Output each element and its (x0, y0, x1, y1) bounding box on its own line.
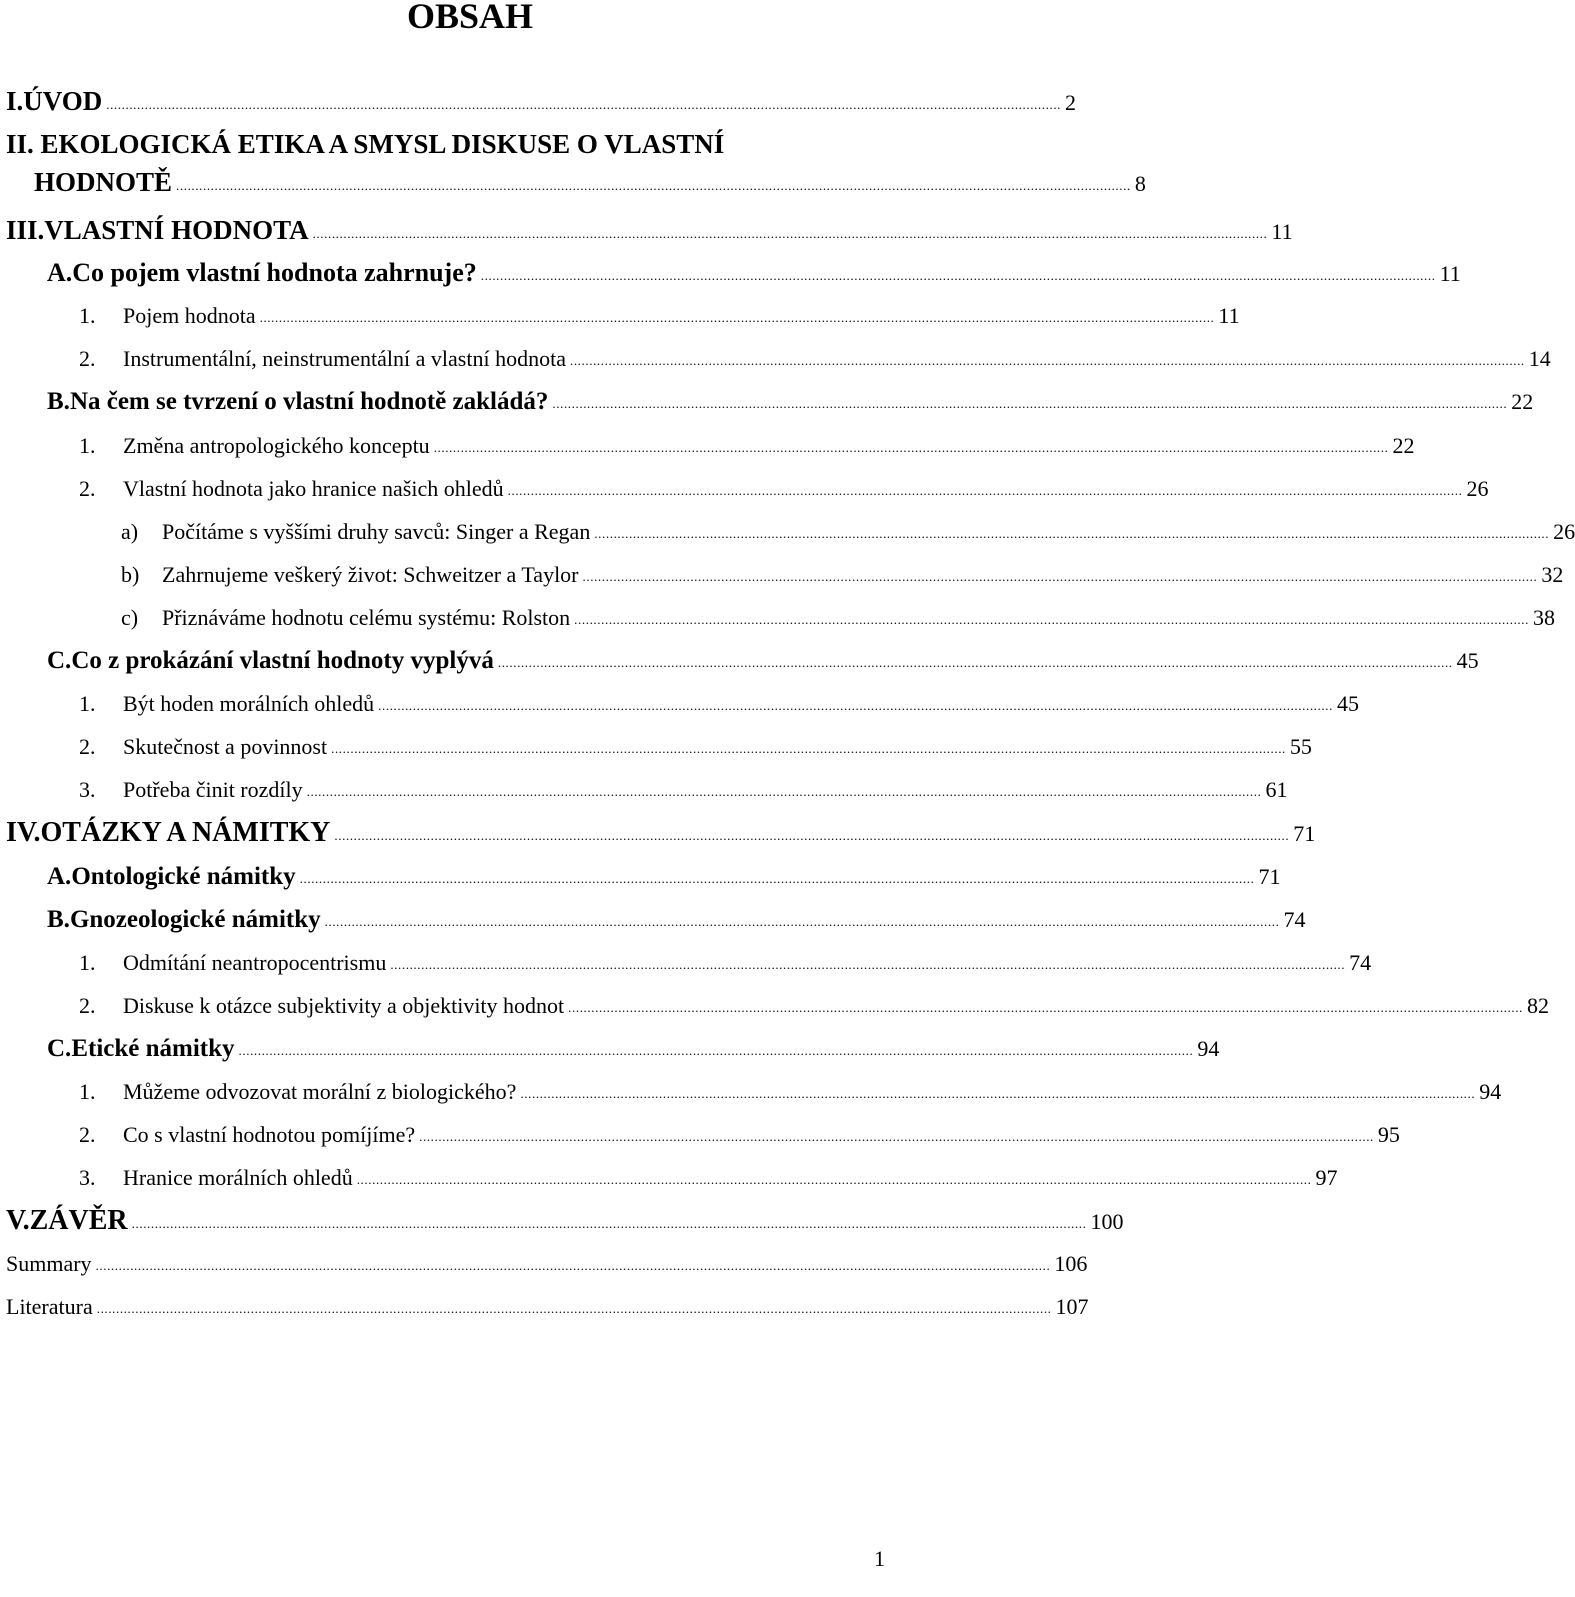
toc-entry-page: 97 (1315, 1165, 1338, 1191)
leader-dots: ........................................................................................................................................................................................................................................................ (131, 1216, 1087, 1232)
toc-entry-number: 1. (79, 949, 96, 975)
toc-entry-label: Vlastní hodnota jako hranice našich ohledů (123, 475, 504, 501)
leader-dots: ........................................................................................................................................................................................................................................................ (520, 1085, 1476, 1101)
toc-entry-number: 2. (79, 1122, 96, 1148)
toc-entry-page: 45 (1336, 691, 1359, 717)
toc-entry-page: 32 (1541, 561, 1564, 587)
toc-entry-number: b) (121, 561, 140, 587)
toc-entry-label: Odmítání neantropocentrismu (123, 949, 387, 975)
toc-entry-label: ÚVOD (23, 86, 103, 116)
leader-dots: ........................................................................................................................................................................................................................................................ (106, 97, 1062, 112)
leader-dots: ........................................................................................................................................................................................................................................................ (324, 913, 1280, 929)
toc-entry-number: III. (6, 215, 45, 246)
toc-entry-rolston[interactable] (0, 601, 1555, 644)
toc-entry-page: 38 (1532, 604, 1555, 630)
toc-entry-page: 22 (1392, 432, 1415, 458)
toc-entry-zmena-konceptu[interactable] (0, 429, 1415, 472)
toc-entry-number: 2. (79, 992, 96, 1018)
toc-entry-schweitzer-taylor[interactable] (0, 558, 1564, 601)
toc-entry-gnozeologicke[interactable] (0, 903, 1306, 946)
toc-entry-label: OTÁZKY A NÁMITKY (40, 817, 331, 849)
toc-entry-number: C. (47, 647, 72, 675)
toc-entry-literatura[interactable] (0, 1290, 1089, 1333)
leader-dots: ........................................................................................................................................................................................................................................................ (259, 310, 1215, 326)
toc-entry-page: 22 (1511, 389, 1534, 415)
toc-entry-page: 26 (1466, 475, 1489, 501)
page-number: 1 (874, 1546, 885, 1571)
leader-dots: ........................................................................................................................................................................................................................................................ (312, 226, 1268, 242)
toc-entry-section-b[interactable] (0, 385, 1534, 428)
toc-entry-diskuse[interactable] (0, 989, 1549, 1032)
toc-entry-number: 3. (79, 777, 96, 803)
toc-entry-section-a[interactable] (0, 256, 1461, 299)
toc-entry-page: 74 (1283, 906, 1306, 932)
toc-entry-page: 11 (1439, 261, 1461, 287)
toc-entry-page: 100 (1090, 1209, 1124, 1235)
toc-entry-number: 1. (79, 303, 96, 329)
leader-dots: ........................................................................................................................................................................................................................................................ (356, 1172, 1312, 1188)
toc-entry-label: Počítáme s vyššími druhy savců: Singer a Regan (162, 518, 591, 544)
toc-entry-label: EKOLOGICKÁ ETIKA A SMYSL DISKUSE O VLASTNÍ (40, 129, 725, 160)
leader-dots: ........................................................................................................................................................................................................................................................ (238, 1042, 1194, 1058)
leader-dots: ........................................................................................................................................................................................................................................................ (574, 611, 1529, 627)
toc-entry-number: 2. (79, 734, 96, 760)
toc-entry-page: 26 (1553, 518, 1575, 544)
toc-entry-page: 71 (1293, 821, 1316, 847)
toc-entry-odvozovat[interactable] (0, 1075, 1502, 1118)
toc-entry-singer-regan[interactable] (0, 515, 1575, 558)
leader-dots: ........................................................................................................................................................................................................................................................ (507, 482, 1463, 498)
toc-entry-eticke[interactable] (0, 1032, 1220, 1075)
toc-entry-label: Summary (6, 1251, 92, 1277)
toc-entry-skutecnost[interactable] (0, 730, 1312, 773)
toc-entry-number: c) (121, 604, 139, 630)
toc-entry-pojem-hodnota[interactable] (0, 299, 1240, 342)
leader-dots: ........................................................................................................................................................................................................................................................ (378, 698, 1333, 714)
toc-entry-ontologicke[interactable] (0, 860, 1281, 903)
toc-entry-vlastni-hodnota[interactable] (0, 213, 1293, 256)
leader-dots: ........................................................................................................................................................................................................................................................ (568, 999, 1523, 1015)
toc-entry-label: Můžeme odvozovat morální z biologického? (123, 1078, 517, 1104)
toc-entry-label: Hranice morálních ohledů (123, 1165, 353, 1191)
leader-dots: ........................................................................................................................................................................................................................................................ (390, 956, 1346, 972)
toc-entry-label: Pojem hodnota (123, 303, 256, 329)
toc-entry-page: 61 (1265, 777, 1288, 803)
toc-entry-page: 74 (1349, 949, 1372, 975)
leader-dots: ........................................................................................................................................................................................................................................................ (582, 568, 1538, 584)
toc-entry-page: 11 (1218, 303, 1240, 329)
toc-entry-page: 2 (1065, 90, 1077, 115)
toc-entry-number: V. (6, 1205, 30, 1237)
leader-dots: ........................................................................................................................................................................................................................................................ (95, 1258, 1051, 1274)
toc-entry-number: I. (6, 86, 24, 116)
toc-entry-label: Etické námitky (71, 1034, 235, 1062)
toc-entry-number: 2. (79, 346, 96, 372)
toc-entry-label: Skutečnost a povinnost (123, 734, 328, 760)
page-title: OBSAH (406, 0, 534, 36)
toc-entry-number: A. (47, 258, 73, 288)
toc-entry-page: 106 (1054, 1251, 1088, 1277)
toc-entry-label: Zahrnujeme veškerý život: Schweitzer a Taylor (162, 561, 579, 587)
toc-entry-label: Instrumentální, neinstrumentální a vlastní hodnota (123, 346, 566, 372)
toc-entry-page: 14 (1528, 346, 1551, 372)
toc-entry-ekologicka-etika[interactable] (0, 127, 1146, 213)
toc-entry-number: A. (47, 862, 72, 890)
leader-dots: ........................................................................................................................................................................................................................................................ (299, 870, 1255, 886)
toc-entry-number: a) (121, 518, 139, 544)
toc-entry-number: 1. (79, 691, 96, 717)
toc-entry-page: 71 (1258, 863, 1281, 889)
toc-entry-number: 3. (79, 1165, 96, 1191)
leader-dots: ........................................................................................................................................................................................................................................................ (176, 178, 1131, 194)
toc-entry-hranice-moralnich[interactable] (0, 1161, 1338, 1204)
toc-entry-rozdily[interactable] (0, 773, 1288, 816)
toc-entry-page: 82 (1526, 992, 1549, 1018)
toc-entry-label: Co s vlastní hodnotou pomíjíme? (123, 1122, 416, 1148)
leader-dots: ........................................................................................................................................................................................................................................................ (419, 1129, 1374, 1145)
leader-dots: ........................................................................................................................................................................................................................................................ (433, 439, 1389, 455)
toc-entry-page: 8 (1134, 171, 1146, 197)
leader-dots: ........................................................................................................................................................................................................................................................ (480, 268, 1436, 284)
toc-entry-page: 95 (1377, 1122, 1400, 1148)
leader-dots: ........................................................................................................................................................................................................................................................ (594, 525, 1550, 541)
toc-entry-number: C. (47, 1034, 72, 1062)
toc-entry-hranice-ohledu[interactable] (0, 472, 1489, 515)
toc-entry-number: 2. (79, 475, 96, 501)
toc-entry-page: 45 (1456, 648, 1479, 674)
toc-entry-number: B. (47, 388, 70, 416)
toc-entry-label: VLASTNÍ HODNOTA (44, 215, 309, 246)
toc-entry-label: Změna antropologického konceptu (123, 432, 430, 458)
toc-entry-odmitani[interactable] (0, 946, 1372, 989)
leader-dots: ........................................................................................................................................................................................................................................................ (552, 396, 1508, 412)
toc-entry-section-c[interactable] (0, 644, 1479, 687)
toc-entry-label: ZÁVĚR (29, 1205, 128, 1237)
toc-entry-number: II. (6, 129, 41, 160)
leader-dots: ........................................................................................................................................................................................................................................................ (569, 353, 1525, 369)
toc-entry-label: Co z prokázání vlastní hodnoty vyplývá (71, 647, 494, 675)
toc-entry-number: IV. (6, 817, 41, 849)
toc-entry-number: 1. (79, 432, 96, 458)
toc-entry-uvod[interactable] (0, 84, 1077, 127)
toc-entry-page: 107 (1055, 1294, 1089, 1320)
toc-entry-label: Gnozeologické námitky (69, 905, 321, 933)
toc-entry-label-continued: HODNOTĚ (34, 167, 173, 198)
leader-dots: ........................................................................................................................................................................................................................................................ (331, 741, 1286, 757)
toc-entry-byt-hoden[interactable] (0, 687, 1359, 730)
table-of-contents (0, 84, 1575, 1334)
leader-dots: ........................................................................................................................................................................................................................................................ (497, 655, 1453, 671)
leader-dots: ........................................................................................................................................................................................................................................................ (334, 828, 1290, 844)
toc-entry-summary[interactable] (0, 1247, 1088, 1290)
toc-entry-label: Literatura (6, 1294, 93, 1320)
toc-entry-label: Přiznáváme hodnotu celému systému: Rolston (162, 604, 571, 630)
toc-entry-number: 1. (79, 1078, 96, 1104)
toc-entry-label: Být hoden morálních ohledů (123, 691, 375, 717)
toc-entry-label: Co pojem vlastní hodnota zahrnuje? (72, 258, 477, 288)
toc-entry-instrumentalni[interactable] (0, 342, 1551, 385)
toc-entry-page: 55 (1289, 734, 1312, 760)
toc-entry-label: Na čem se tvrzení o vlastní hodnotě zakládá? (69, 388, 549, 416)
toc-entry-label: Diskuse k otázce subjektivity a objektivity hodnot (123, 992, 565, 1018)
toc-entry-pomijime[interactable] (0, 1118, 1400, 1161)
toc-entry-zaver[interactable] (0, 1204, 1124, 1247)
leader-dots: ........................................................................................................................................................................................................................................................ (96, 1301, 1052, 1317)
toc-entry-number: B. (47, 905, 70, 933)
toc-entry-page: 11 (1271, 219, 1293, 245)
leader-dots: ........................................................................................................................................................................................................................................................ (306, 784, 1262, 800)
toc-entry-page: 94 (1197, 1035, 1220, 1061)
toc-entry-label: Ontologické námitky (71, 862, 296, 890)
toc-entry-page: 94 (1479, 1078, 1502, 1104)
toc-entry-otazky-namitky[interactable] (0, 816, 1316, 859)
toc-entry-label: Potřeba činit rozdíly (123, 777, 303, 803)
